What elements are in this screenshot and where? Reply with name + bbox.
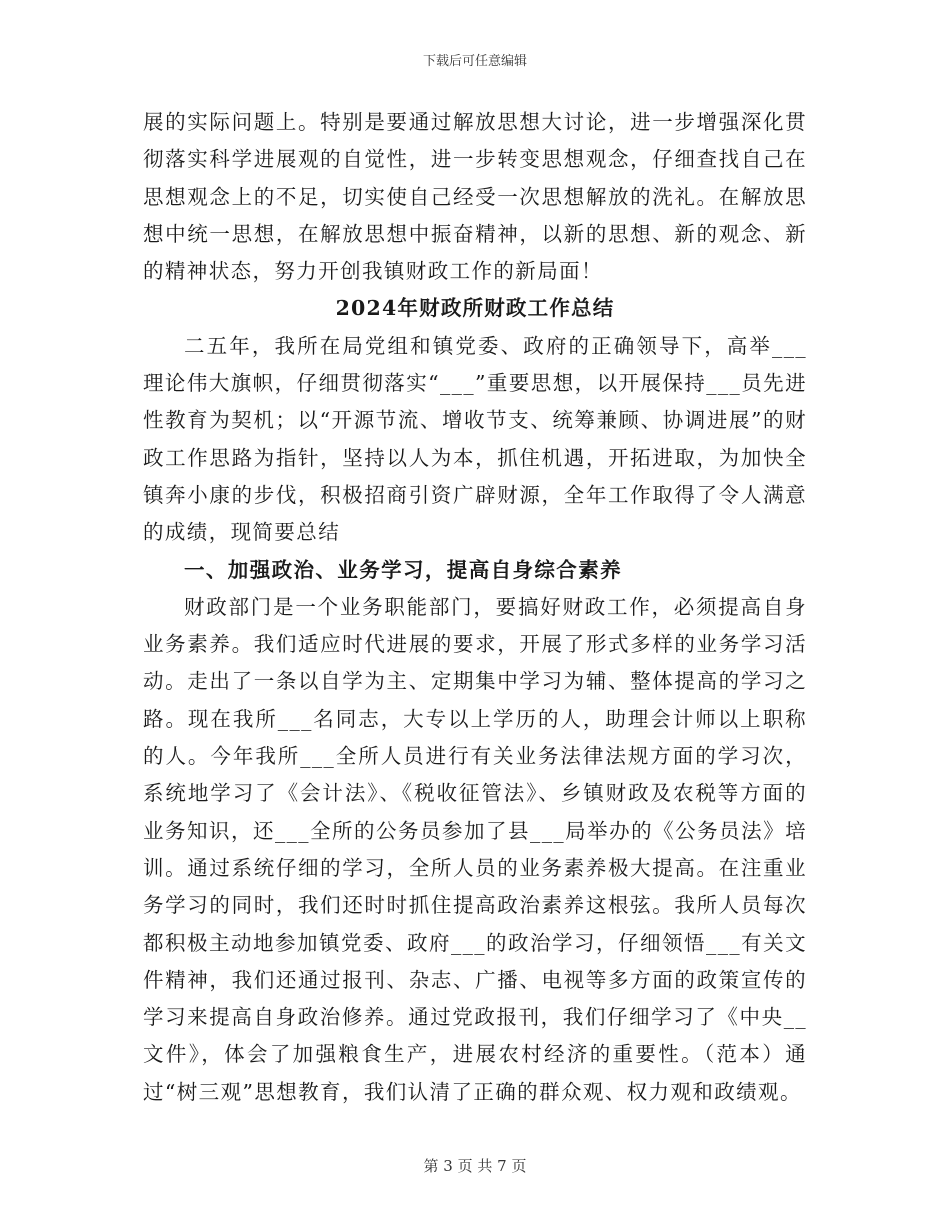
paragraph-study: 财政部门是一个业务职能部门，要搞好财政工作，必须提高自身业务素养。我们适应时代进展的要求，开展了形式多样的业务学习活动。走出了一条以自学为主、定期集中学习为辅、整体提高的学习之路。现在我所___名同志，大专以上学历的人，助理会计师以上职称的人。今年我所___全所人员进行有关业务法律法规方面的学习次，系统地学习了《会计法》、《税收征管法》、乡镇财政及农税等方面的业务知识，还___全所的公务员参加了县___局举办的《公务员法》培训。通过系统仔细的学习，全所人员的业务素养极大提高。在注重业务学习的同时，我们还时时抓住提高政治素养这根弦。我所人员每次都积极主动地参加镇党委、政府___的政治学习，仔细领悟___有关文件精神，我们还通过报刊、杂志、广播、电视等多方面的政策宣传的学习来提高自身政治修养。通过党政报刊，我们仔细学习了《中央__文件》，体会了加强粮食生产，进展农村经济的重要性。（范本）通过“树三观”思想教育，我们认清了正确的群众观、权力观和政绩观。 — [143, 594, 807, 1104]
paragraph-summary-intro: 二五年，我所在局党组和镇党委、政府的正确领导下，高举___理论伟大旗帜，仔细贯彻落实“___”重要思想，以开展保持___员先进性教育为契机；以“开源节流、增收节支、统筹兼顾、协调进展”的财政工作思路为指针，坚持以人为本，抓住机遇，开拓进取，为加快全镇奔小康的步伐，积极招商引资广辟财源，全年工作取得了令人满意的成绩，现简要总结 — [143, 333, 807, 545]
document-title: 2024年财政所财政工作总结 — [335, 296, 615, 321]
intro-paragraph: 展的实际问题上。特别是要通过解放思想大讨论，进一步增强深化贯彻落实科学进展观的自觉性，进一步转变思想观念，仔细查找自己在思想观念上的不足，切实使自己经受一次思想解放的洗礼。在解放思想中统一思想，在解放思想中振奋精神，以新的思想、新的观念、新的精神状态，努力开创我镇财政工作的新局面！ — [143, 110, 807, 284]
document-body — [143, 104, 807, 1111]
page-header-note: 下载后可任意编辑 — [422, 54, 527, 69]
page-number: 第 3 页 共 7 页 — [423, 1157, 527, 1175]
section-heading-1: 一、加强政治、业务学习，提高自身综合素养 — [184, 557, 622, 582]
